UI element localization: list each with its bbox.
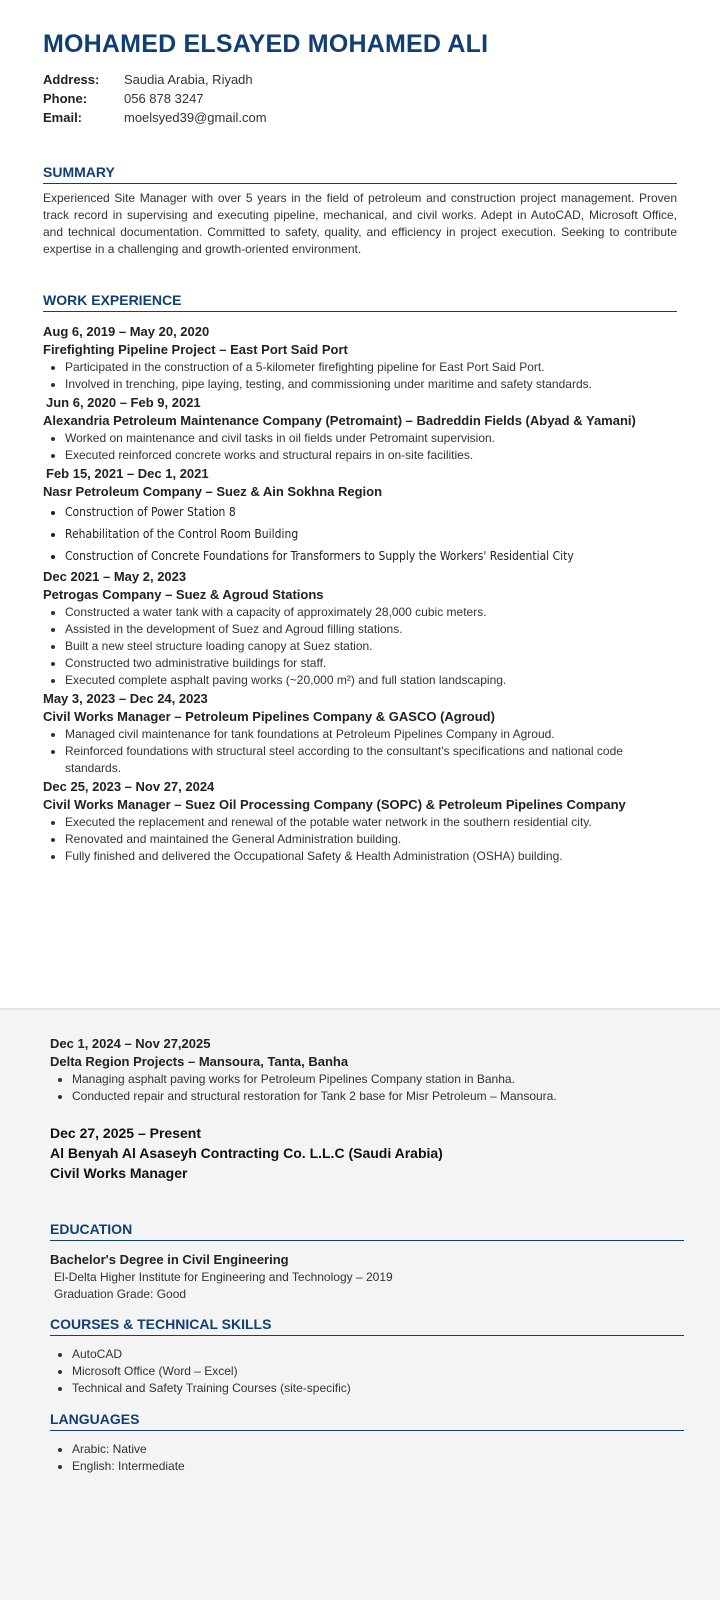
job-date: May 3, 2023 – Dec 24, 2023 [43, 691, 208, 706]
job-title: Petrogas Company – Suez & Agroud Stations [43, 587, 324, 602]
job-title: Nasr Petroleum Company – Suez & Ain Sokhna Region [43, 484, 383, 499]
list-item: • Managed civil maintenance for tank foundations at Petroleum Pipelines Company in Agroud. [65, 726, 637, 743]
job-date: Jun 6, 2020 – Feb 9, 2021 [46, 395, 201, 410]
summary-section [43, 164, 677, 258]
section-title: EDUCATION [50, 1221, 684, 1241]
contact-phone [43, 89, 267, 108]
education-degree: Bachelor's Degree in Civil Engineering [50, 1252, 289, 1267]
skills-section [50, 1316, 684, 1397]
job-date: Dec 2021 – May 2, 2023 [43, 569, 187, 584]
list-item: • Executed the replacement and renewal of the potable water network in the southern residential city. [65, 814, 647, 831]
list-item: • Construction of Concrete Foundations for Transformers to Supply the Workers' Residential City [65, 545, 677, 567]
list-item: • Executed complete asphalt paving works (~20,000 m²) and full station landscaping. [65, 672, 677, 689]
job-title: Civil Works Manager – Suez Oil Processing Company (SOPC) & Petroleum Pipelines Company [43, 797, 626, 812]
list-item: • Constructed two administrative buildings for staff. [65, 655, 677, 672]
job-date: Dec 27, 2025 – Present [50, 1125, 201, 1141]
contact-info [43, 70, 267, 127]
contact-value: moelsyed39@gmail.com [124, 110, 267, 125]
section-title: LANGUAGES [50, 1411, 684, 1431]
job-date: Dec 1, 2024 – Nov 27,2025 [50, 1036, 211, 1051]
job-title: Alexandria Petroleum Maintenance Company (Petromaint) – Badreddin Fields (Abyad & Yamani) [43, 413, 636, 428]
job-entry [50, 1123, 684, 1183]
education-grade: Graduation Grade: Good [54, 1287, 187, 1301]
list-item: • Microsoft Office (Word – Excel) [72, 1363, 684, 1380]
contact-label: Address: [43, 72, 100, 87]
contact-value: Saudia Arabia, Riyadh [124, 72, 253, 87]
list-item: • Assisted in the development of Suez and Agroud filling stations. [65, 621, 677, 638]
job-bullets [43, 501, 677, 567]
job-entry [43, 464, 677, 567]
contact-value: 056 878 3247 [124, 91, 204, 106]
list-item: • Renovated and maintained the General Administration building. [65, 831, 647, 848]
section-title: WORK EXPERIENCE [43, 292, 677, 312]
job-entry [43, 777, 677, 865]
skills-list [50, 1346, 684, 1397]
summary-text: Experienced Site Manager with over 5 years in the field of petroleum and construction project management. Proven track record in supervising and executing pipeline, mechanical, and civil works. Adept in AutoCAD, Microsoft Office, and technical documentation. Committed to safety, quality, and efficiency in project execution. Seeking to contribute expertise in a challenging and growth-oriented environment. [43, 191, 677, 256]
job-entry [43, 393, 677, 464]
job-title: Firefighting Pipeline Project – East Port Said Port [43, 342, 348, 357]
list-item: • Managing asphalt paving works for Petroleum Pipelines Company station in Banha. [72, 1071, 684, 1088]
list-item: • English: Intermediate [72, 1458, 684, 1475]
list-item: • Reinforced foundations with structural steel according to the consultant's specifications and national code standards. [65, 743, 637, 777]
contact-email [43, 108, 267, 127]
job-title: Delta Region Projects – Mansoura, Tanta, Banha [50, 1054, 349, 1069]
job-entry [43, 322, 677, 393]
list-item: • Technical and Safety Training Courses (site-specific) [72, 1380, 684, 1397]
languages-section [50, 1411, 684, 1475]
job-entry [43, 689, 677, 777]
list-item: • AutoCAD [72, 1346, 684, 1363]
section-title: COURSES & TECHNICAL SKILLS [50, 1316, 684, 1336]
list-item: • Conducted repair and structural restoration for Tank 2 base for Misr Petroleum – Mansoura. [72, 1088, 684, 1105]
list-item: • Executed reinforced concrete works and structural repairs in on-site facilities. [65, 447, 677, 464]
education-institute: El-Delta Higher Institute for Engineering and Technology – 2019 [54, 1270, 393, 1284]
contact-label: Phone: [43, 91, 88, 106]
job-date: Feb 15, 2021 – Dec 1, 2021 [46, 466, 209, 481]
contact-address [43, 70, 267, 89]
list-item: • Involved in trenching, pipe laying, testing, and commissioning under maritime and safety standards. [65, 376, 677, 393]
list-item: • Rehabilitation of the Control Room Building [65, 523, 677, 545]
job-bullets [50, 1071, 684, 1105]
work-experience-continued [50, 1034, 684, 1183]
job-bullets [43, 604, 677, 689]
list-item: • Constructed a water tank with a capacity of approximately 28,000 cubic meters. [65, 604, 677, 621]
languages-list [50, 1441, 684, 1475]
job-title: Civil Works Manager – Petroleum Pipelines Company & GASCO (Agroud) [43, 709, 495, 724]
job-bullets [43, 430, 677, 464]
list-item: • Construction of Power Station 8 [65, 501, 677, 523]
job-role: Civil Works Manager [50, 1165, 188, 1181]
education-section [50, 1221, 684, 1303]
job-company: Al Benyah Al Asaseyh Contracting Co. L.L.C (Saudi Arabia) [50, 1145, 443, 1161]
list-item: • Participated in the construction of a 5-kilometer firefighting pipeline for East Port Said Port. [65, 359, 677, 376]
job-bullets [43, 814, 677, 865]
list-item: • Fully finished and delivered the Occupational Safety & Health Administration (OSHA) building. [65, 848, 647, 865]
work-experience-section [43, 292, 677, 865]
job-entry [43, 567, 677, 689]
list-item: • Worked on maintenance and civil tasks in oil fields under Petromaint supervision. [65, 430, 677, 447]
list-item: • Arabic: Native [72, 1441, 684, 1458]
candidate-name: MOHAMED ELSAYED MOHAMED ALI [43, 30, 489, 58]
job-bullets [43, 726, 677, 777]
job-bullets [43, 359, 677, 393]
contact-label: Email: [43, 110, 83, 125]
list-item: • Built a new steel structure loading canopy at Suez station. [65, 638, 677, 655]
job-entry [50, 1034, 684, 1105]
job-date: Aug 6, 2019 – May 20, 2020 [43, 324, 210, 339]
job-date: Dec 25, 2023 – Nov 27, 2024 [43, 779, 215, 794]
section-title: SUMMARY [43, 164, 677, 184]
